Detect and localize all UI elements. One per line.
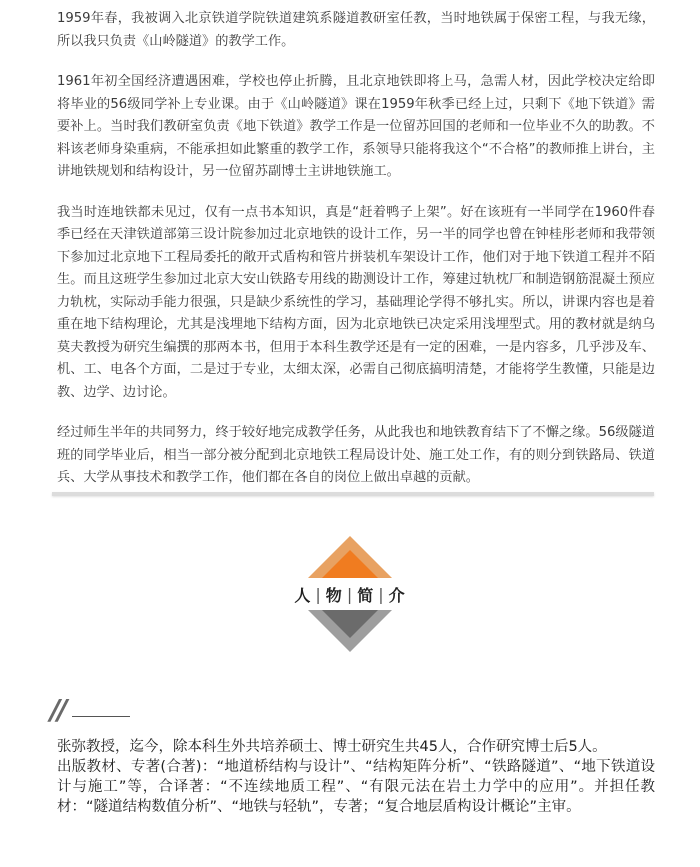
orange-inner-triangle-icon [322, 550, 378, 578]
bio-paragraph: 出版教材、专著(合著)：“地道桥结构与设计”、“结构矩阵分析”、“铁路隧道”、“地下铁道设计与施工”等，合译著：“不连续地质工程”、“有限元法在岩土力学中的应用”。并担任教材：“隧道结构数值分析”、“地铁与轻轨”，专著；“复合地层盾构设计概论”主审。 [57, 759, 655, 815]
section-title-char: 人 [294, 585, 312, 605]
gray-inner-triangle-icon [322, 610, 378, 638]
quote-underline [72, 716, 130, 717]
section-title-separator: | [315, 584, 322, 604]
section-divider [52, 492, 654, 496]
section-title-separator: | [378, 584, 385, 604]
section-title-separator: | [346, 584, 354, 604]
quote-mark-icon: // [50, 693, 65, 726]
section-title-char: 简 [357, 585, 375, 605]
article-paragraph: 1961年初全国经济遭遇困难，学校也停止折腾，且北京地铁即将上马，急需人材，因此学校决定给即将毕业的56级同学补上专业课。由于《山岭隧道》课在1959年秋季已经上过，只剩下《地下铁道》需要补上。当时我们教研室负责《地下铁道》教学工作是一位留苏回国的老师和一位毕业不久的助教。不料该老师身染重病，不能承担如此繁重的教学工作，系领导只能将我这个“不合格”的教师推上讲台，主讲地铁规划和结构设计，另一位留苏副博士主讲地铁施工。 [57, 74, 655, 179]
article-paragraph: 我当时连地铁都未见过，仅有一点书本知识，真是“赶着鸭子上架”。好在该班有一半同学在1960件春季已经在天津铁道部第三设计院参加过北京地铁的设计工作，另一半的同学也曾在钟桂彤老师和我带领下参加过北京地下工程局委托的敞开式盾构和管片拼装机车架设计工作，他们对于地下铁道工程并不陌生。而且这班学生参加过北京大安山铁路专用线的勘测设计工作，筹建过轨枕厂和制造钢筋混凝土预应力轨枕，实际动手能力很强，只是缺少系统性的学习，基础理论学得不够扎实。所以，讲课内容也是着重在地下结构理论，尤其是浅埋地下结构方面，因为北京地铁已决定采用浅埋型式。用的教材就是纳乌莫夫教授为研究生编撰的那两本书，但用于本科生教学还是有一定的困难，一是内容多，几乎涉及车、机、工、电各个方面，二是过于专业，太细太深，必需自己彻底搞明清楚，才能将学生教懂，只能是边教、边学、边讨论。 [57, 204, 655, 400]
bio-section [57, 737, 655, 817]
section-title-char: 物 [325, 585, 343, 605]
article-paragraph: 经过师生半年的共同努力，终于较好地完成教学任务，从此我也和地铁教育结下了不懈之缘。56级隧道班的同学毕业后，相当一部分被分配到北京地铁工程局设计处、施工处工作，有的则分到铁路局、铁道兵、大学从事技术和教学工作，他们都在各自的岗位上做出卓越的贡献。 [57, 425, 655, 485]
section-title [294, 580, 406, 608]
bio-paragraph: 张弥教授，迄今，除本科生外共培养硕士、博士研究生共45人，合作研究博士后5人。 [57, 739, 607, 755]
article-paragraph: 1959年春，我被调入北京铁道学院铁道建筑系隧道教研室任教，当时地铁属于保密工程，与我无缘，所以我只负责《山岭隧道》的教学工作。 [57, 11, 655, 49]
article-body [57, 8, 655, 508]
section-emblem [294, 536, 406, 654]
section-title-char: 介 [388, 585, 406, 605]
